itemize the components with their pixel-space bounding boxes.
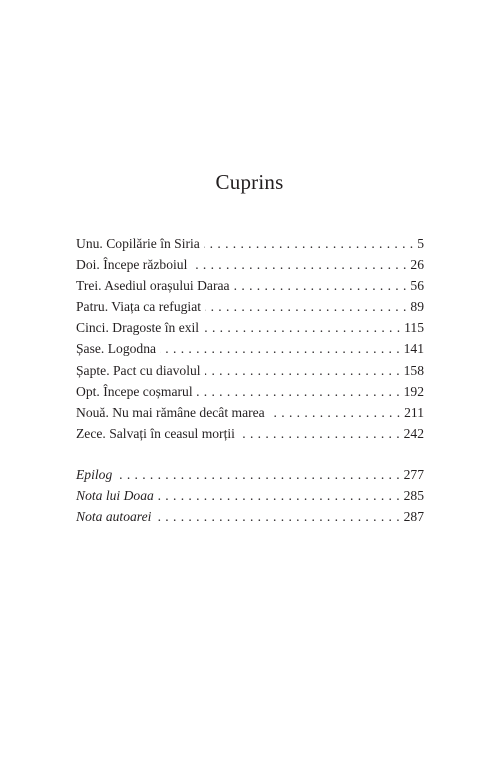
toc-entry bbox=[76, 360, 424, 381]
dot-leader bbox=[205, 360, 400, 381]
dot-leader bbox=[239, 423, 400, 444]
toc-entry bbox=[76, 296, 424, 317]
toc-entry-title: Nouă. Nu mai rămâne decât marea bbox=[76, 404, 265, 420]
toc-entry-title: Șapte. Pact cu diavolul bbox=[76, 362, 201, 378]
toc-entry-page: 115 bbox=[404, 320, 424, 336]
toc-entry-title: Nota lui Doaa bbox=[76, 488, 154, 504]
toc-entry bbox=[76, 317, 424, 338]
toc-entry bbox=[76, 464, 424, 485]
toc-entry-page: 26 bbox=[410, 257, 424, 273]
toc-entry-title: Trei. Asediul orașului Daraa bbox=[76, 278, 230, 294]
toc-entry-page: 242 bbox=[403, 425, 424, 441]
toc-entry bbox=[76, 402, 424, 423]
toc-entry bbox=[76, 381, 424, 402]
dot-leader bbox=[116, 464, 399, 485]
toc-entry-title: Doi. Începe războiul bbox=[76, 257, 188, 273]
toc-entry bbox=[76, 275, 424, 296]
dot-leader bbox=[191, 254, 406, 275]
toc-entry bbox=[76, 506, 424, 527]
toc-entry-title: Unu. Copilărie în Siria bbox=[76, 236, 200, 251]
dot-leader bbox=[204, 233, 413, 254]
toc-entry-page: 141 bbox=[403, 341, 424, 357]
toc-entry-page: 287 bbox=[403, 509, 424, 525]
toc-entry bbox=[76, 254, 424, 275]
toc-entry-title: Epilog bbox=[76, 467, 113, 482]
toc-entry-page: 192 bbox=[403, 383, 424, 399]
page-title: Cuprins bbox=[215, 170, 284, 194]
toc-entry-title: Opt. Începe coșmarul bbox=[76, 383, 193, 399]
toc-entry-page: 56 bbox=[410, 278, 424, 294]
dot-leader bbox=[197, 381, 400, 402]
toc-entry-title: Patru. Viața ca refugiat bbox=[76, 299, 201, 315]
toc-chapters bbox=[76, 233, 424, 444]
toc-entry bbox=[76, 485, 424, 506]
toc-entry-page: 158 bbox=[403, 362, 424, 378]
toc-extras bbox=[76, 464, 424, 527]
dot-leader bbox=[158, 485, 400, 506]
toc-entry-page: 211 bbox=[404, 404, 424, 420]
dot-leader bbox=[234, 275, 407, 296]
toc-entry bbox=[76, 233, 424, 254]
toc-entry-page: 277 bbox=[403, 467, 424, 482]
dot-leader bbox=[155, 506, 399, 527]
dot-leader bbox=[203, 317, 400, 338]
toc-entry bbox=[76, 423, 424, 444]
toc-entry-page: 285 bbox=[403, 488, 424, 504]
dot-leader bbox=[160, 338, 400, 359]
toc-entry-title: Zece. Salvați în ceasul morții bbox=[76, 425, 235, 441]
dot-leader bbox=[269, 402, 400, 423]
toc-entry-title: Șase. Logodna bbox=[76, 341, 157, 357]
dot-leader bbox=[205, 296, 406, 317]
toc-entry-page: 5 bbox=[417, 236, 424, 251]
toc-entry-title: Cinci. Dragoste în exil bbox=[76, 320, 200, 336]
toc-entry-title: Nota autoarei bbox=[76, 509, 152, 525]
toc-entry-page: 89 bbox=[410, 299, 424, 315]
toc-entry bbox=[76, 338, 424, 359]
